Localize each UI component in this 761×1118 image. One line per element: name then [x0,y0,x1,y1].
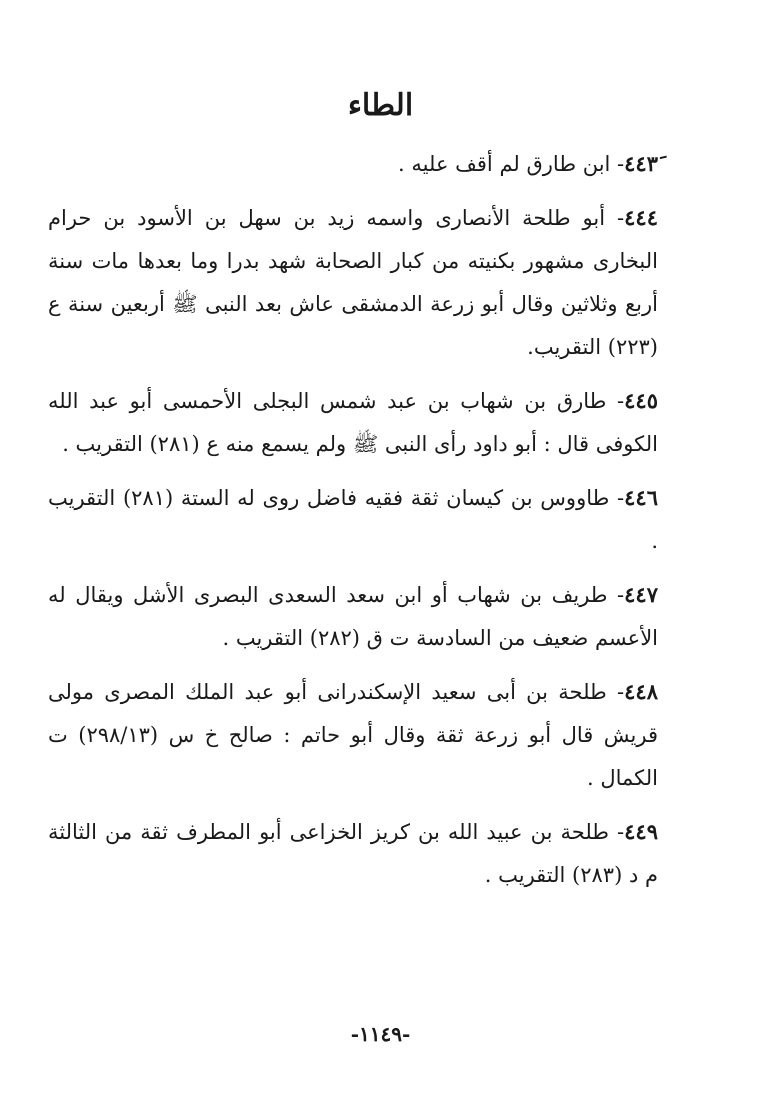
entry-446: ٤٤٦- طاووس بن كيسان ثقة فقيه فاضل روى له الستة (٢٨١) التقريب . [48,485,658,553]
entry-447: ٤٤٧- طريف بن شهاب أو ابن سعد السعدى البصرى الأشل ويقال له الأعسم ضعيف من السادسة ت ق (٢٨٢) التقريب . [48,582,658,650]
entry-number: ٤٤٦ [624,485,658,510]
entry-448: ٤٤٨- طلحة بن أبى سعيد الإسكندرانى أبو عبد الملك المصرى مولى قريش قال أبو زرعة ثقة وقال أبو حاتم : صالح خ س (٢٩٨/١٣) ت الكمال . [48,679,659,790]
entry-444: ٤٤٤- أبو طلحة الأنصارى واسمه زيد بن سهل بن الأسود بن حرام البخارى مشهور بكنيته من كبار الصحابة شهد بدرا وما بعدها مات سنة أربع وثلاثين وقال أبو زرعة الدمشقى عاش بعد النبى ﷺ أربعين سنة ع (٢٢٣) التقريب. [48,205,658,359]
entry-449: ٤٤٩- طلحة بن عبيد الله بن كريز الخزاعى أبو المطرف ثقة من الثالثة م د (٢٨٣) التقريب . [48,819,658,887]
entries-list [48,142,658,907]
entry-number: ٤٤٧ [624,582,658,607]
entry-number: ٤٤٣َ [624,151,658,176]
entry-443: ٤٤٣َ- ابن طارق لم أقف عليه . [398,151,658,176]
entry-text: طاووس بن كيسان ثقة فقيه فاضل روى له الستة (٢٨١) التقريب . [48,486,658,553]
entry-text: طلحة بن عبيد الله بن كريز الخزاعى أبو المطرف ثقة من الثالثة م د (٢٨٣) التقريب . [48,820,658,887]
entry-number: ٤٤٥ [624,388,658,413]
entry-445: ٤٤٥- طارق بن شهاب بن عبد شمس البجلى الأحمسى أبو عبد الله الكوفى قال : أبو داود رأى النبى ﷺ ولم يسمع منه ع (٢٨١) التقريب . [48,388,658,456]
entry-number: ٤٤٤ [624,205,658,230]
entry-text: أبو طلحة الأنصارى واسمه زيد بن سهل بن الأسود بن حرام البخارى مشهور بكنيته من كبار الصحابة شهد بدرا وما بعدها مات سنة أربع وثلاثين وقال أبو زرعة الدمشقى عاش بعد النبى ﷺ أربعين سنة ع (٢٢٣) التقريب. [48,206,658,359]
page-number: -١١٤٩- [350,1022,411,1046]
entry-number: ٤٤٩ [624,819,658,844]
entry-text: طريف بن شهاب أو ابن سعد السعدى البصرى الأشل ويقال له الأعسم ضعيف من السادسة ت ق (٢٨٢) التقريب . [48,583,658,650]
entry-text: طلحة بن أبى سعيد الإسكندرانى أبو عبد الملك المصرى مولى قريش قال أبو زرعة ثقة وقال أبو حاتم : صالح خ س (٢٩٨/١٣) ت الكمال . [48,680,659,790]
entry-text: طارق بن شهاب بن عبد شمس البجلى الأحمسى أبو عبد الله الكوفى قال : أبو داود رأى النبى ﷺ ولم يسمع منه ع (٢٨١) التقريب . [48,389,658,456]
entry-text: ابن طارق لم أقف عليه . [398,152,611,176]
entry-number: ٤٤٨ [624,679,658,704]
section-title: الطاء [347,88,414,123]
